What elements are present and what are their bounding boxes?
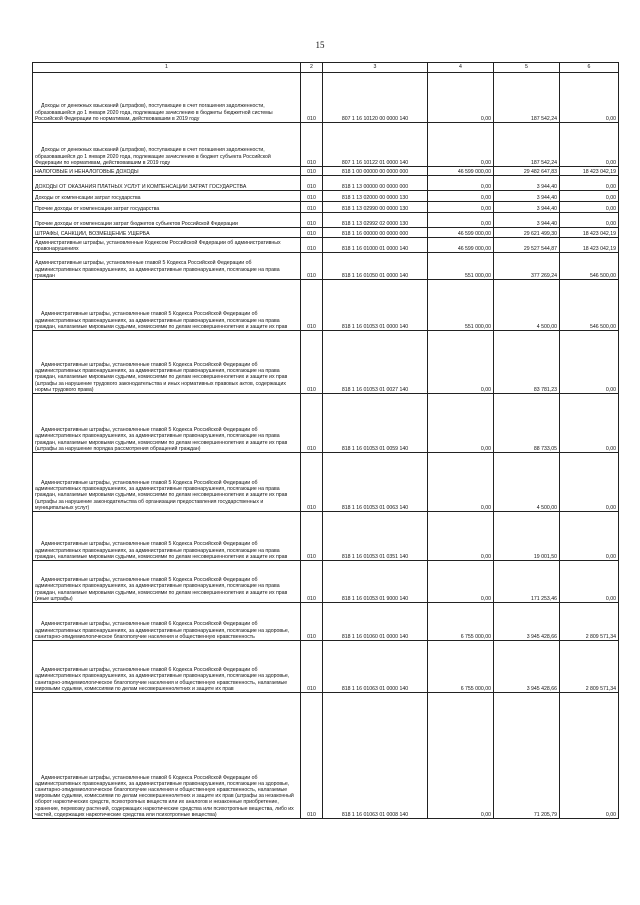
row-line-code: 010	[301, 280, 323, 331]
row-col5-value: 71 205,79	[494, 693, 560, 819]
table-row	[33, 331, 619, 394]
row-col4-value: 0,00	[428, 191, 494, 202]
row-name: Доходы от компенсации затрат государства	[33, 191, 301, 202]
table-row	[33, 176, 619, 191]
row-line-code: 010	[301, 253, 323, 280]
row-budget-code: 818 1 16 01060 01 0000 140	[323, 603, 428, 641]
row-name: Административные штрафы, установленные главой 5 Кодекса Российской Федерации об административных правонарушениях, за административные правонарушения, посягающие на права граждан, налагаемые мировыми судьями, комиссиями по делам несовершеннолетних и защите их прав (штрафы за нарушение законодательства об организации предоставления государственных и муниципальных услуг)	[33, 453, 301, 512]
header-row	[33, 63, 619, 73]
row-name: Доходы от денежных взысканий (штрафов), поступающие в счет погашения задолженности, образовавшейся до 1 января 2020 года, подлежащие зачислению в бюджет субъекта Российской Федерации по нормативам, действовавшим в 2019 году	[33, 123, 301, 167]
row-line-code: 010	[301, 202, 323, 213]
row-col4-value: 0,00	[428, 123, 494, 167]
row-line-code: 010	[301, 331, 323, 394]
row-col6-value: 0,00	[560, 561, 619, 603]
row-name: НАЛОГОВЫЕ И НЕНАЛОГОВЫЕ ДОХОДЫ	[33, 167, 301, 176]
row-col4-value: 6 755 000,00	[428, 603, 494, 641]
row-name: Доходы от денежных взысканий (штрафов), поступающие в счет погашения задолженности, образовавшейся до 1 января 2020 года, подлежащие зачислению в бюджеты бюджетной системы Российской Федерации по нормативам, действовавшим в 2019 году	[33, 73, 301, 123]
row-col6-value: 0,00	[560, 123, 619, 167]
row-col6-value: 0,00	[560, 73, 619, 123]
row-line-code: 010	[301, 603, 323, 641]
row-col6-value: 2 809 571,34	[560, 603, 619, 641]
row-col6-value: 0,00	[560, 394, 619, 453]
table-row	[33, 167, 619, 176]
row-col5-value: 3 945 428,66	[494, 641, 560, 693]
row-name: Административные штрафы, установленные главой 5 Кодекса Российской Федерации об административных правонарушениях, за административные правонарушения, посягающие на права граждан, налагаемые мировыми судьями, комиссиями по делам несовершеннолетних и защите их прав (штрафы за нарушение трудового законодательства и иных нормативных правовых актов, содержащих нормы трудового права)	[33, 331, 301, 394]
row-col5-value: 187 542,24	[494, 73, 560, 123]
row-budget-code: 818 1 00 00000 00 0000 000	[323, 167, 428, 176]
row-col5-value: 83 781,23	[494, 331, 560, 394]
revenue-table	[32, 62, 619, 819]
row-col5-value: 377 269,24	[494, 253, 560, 280]
row-col6-value: 546 500,00	[560, 280, 619, 331]
row-line-code: 010	[301, 123, 323, 167]
row-col6-value: 0,00	[560, 213, 619, 228]
table-row	[33, 228, 619, 238]
page-number: 15	[315, 40, 325, 50]
row-col5-value: 171 253,46	[494, 561, 560, 603]
row-line-code: 010	[301, 213, 323, 228]
row-col4-value: 0,00	[428, 176, 494, 191]
column-header: 6	[560, 63, 619, 73]
row-line-code: 010	[301, 167, 323, 176]
row-name: Административные штрафы, установленные главой 6 Кодекса Российской Федерации об административных правонарушениях, за административные правонарушения, посягающие на здоровье, санитарно-эпидемиологическое благополучие населения и общественную нравственность	[33, 603, 301, 641]
row-budget-code: 818 1 16 01053 01 0000 140	[323, 280, 428, 331]
row-line-code: 010	[301, 394, 323, 453]
table-row	[33, 693, 619, 819]
row-col4-value: 0,00	[428, 331, 494, 394]
column-header: 2	[301, 63, 323, 73]
row-name: Административные штрафы, установленные главой 6 Кодекса Российской Федерации об административных правонарушениях, за административные правонарушения, посягающие на здоровье, санитарно-эпидемиологическое благополучие населения и общественную нравственность, налагаемые мировыми судьями, комиссиями по делам несовершеннолетних и защите их прав (штрафы за незаконный оборот наркотических средств, психотропных веществ или их аналогов и незаконные приобретение, хранение, перевозку растений, содержащих наркотические средства или психотропные вещества, либо их частей, содержащих наркотические средства или психотропные вещества)	[33, 693, 301, 819]
row-budget-code: 807 1 16 10122 01 0000 140	[323, 123, 428, 167]
row-budget-code: 818 1 13 00000 00 0000 000	[323, 176, 428, 191]
row-col4-value: 551 000,00	[428, 280, 494, 331]
column-header: 3	[323, 63, 428, 73]
column-header: 4	[428, 63, 494, 73]
table-row	[33, 512, 619, 561]
table-row	[33, 213, 619, 228]
row-col4-value: 0,00	[428, 693, 494, 819]
table-row	[33, 191, 619, 202]
row-col6-value: 0,00	[560, 693, 619, 819]
row-budget-code: 818 1 13 02000 00 0000 130	[323, 191, 428, 202]
table-row	[33, 202, 619, 213]
row-name: Административные штрафы, установленные главой 5 Кодекса Российской Федерации об административных правонарушениях, за административные правонарушения, посягающие на права граждан, налагаемые мировыми судьями, комиссиями по делам несовершеннолетних и защите их прав (штрафы за нарушение порядка рассмотрения обращений граждан)	[33, 394, 301, 453]
table-row	[33, 603, 619, 641]
row-col5-value: 3 945 428,66	[494, 603, 560, 641]
row-line-code: 010	[301, 73, 323, 123]
row-col5-value: 3 944,40	[494, 176, 560, 191]
table-row	[33, 280, 619, 331]
row-col5-value: 3 944,40	[494, 202, 560, 213]
row-budget-code: 818 1 13 02990 00 0000 130	[323, 202, 428, 213]
row-col4-value: 0,00	[428, 561, 494, 603]
table-row	[33, 73, 619, 123]
row-budget-code: 818 1 16 01053 01 0059 140	[323, 394, 428, 453]
row-budget-code: 818 1 16 01063 01 0000 140	[323, 641, 428, 693]
row-budget-code: 818 1 16 01000 01 0000 140	[323, 238, 428, 253]
row-col4-value: 46 599 000,00	[428, 228, 494, 238]
row-budget-code: 818 1 16 01053 01 0063 140	[323, 453, 428, 512]
row-col6-value: 0,00	[560, 202, 619, 213]
row-budget-code: 818 1 13 02992 02 0000 130	[323, 213, 428, 228]
row-name: Административные штрафы, установленные главой 5 Кодекса Российской Федерации об административных правонарушениях, за административные правонарушения, посягающие на права граждан	[33, 253, 301, 280]
row-col6-value: 0,00	[560, 331, 619, 394]
row-name: ДОХОДЫ ОТ ОКАЗАНИЯ ПЛАТНЫХ УСЛУГ И КОМПЕНСАЦИИ ЗАТРАТ ГОСУДАРСТВА	[33, 176, 301, 191]
row-line-code: 010	[301, 561, 323, 603]
row-col4-value: 6 755 000,00	[428, 641, 494, 693]
row-col5-value: 29 621 499,30	[494, 228, 560, 238]
row-col5-value: 187 542,24	[494, 123, 560, 167]
row-name: Административные штрафы, установленные главой 5 Кодекса Российской Федерации об административных правонарушениях, за административные правонарушения, посягающие на права граждан, налагаемые мировыми судьями, комиссиями по делам несовершеннолетних и защите их прав	[33, 512, 301, 561]
row-col4-value: 46 599 000,00	[428, 167, 494, 176]
table-row	[33, 641, 619, 693]
row-col6-value: 18 423 042,19	[560, 228, 619, 238]
row-col5-value: 88 733,05	[494, 394, 560, 453]
row-col5-value: 3 944,40	[494, 191, 560, 202]
row-name: Административные штрафы, установленные главой 5 Кодекса Российской Федерации об административных правонарушениях, за административные правонарушения, посягающие на права граждан, налагаемые мировыми судьями, комиссиями по делам несовершеннолетних и защите их прав	[33, 280, 301, 331]
row-line-code: 010	[301, 191, 323, 202]
row-col4-value: 0,00	[428, 73, 494, 123]
row-line-code: 010	[301, 228, 323, 238]
row-name: Административные штрафы, установленные главой 6 Кодекса Российской Федерации об административных правонарушениях, за административные правонарушения, посягающие на здоровье, санитарно-эпидемиологическое благополучие населения и общественную нравственность, налагаемые мировыми судьями, комиссиями по делам несовершеннолетних и защите их прав	[33, 641, 301, 693]
row-budget-code: 818 1 16 01050 01 0000 140	[323, 253, 428, 280]
row-col6-value: 0,00	[560, 176, 619, 191]
row-col4-value: 0,00	[428, 394, 494, 453]
row-name: Административные штрафы, установленные главой 5 Кодекса Российской Федерации об административных правонарушениях, за административные правонарушения, посягающие на права граждан, налагаемые мировыми судьями, комиссиями по делам несовершеннолетних и защите их прав (иные штрафы)	[33, 561, 301, 603]
table-row	[33, 561, 619, 603]
row-col4-value: 0,00	[428, 202, 494, 213]
row-name: Прочие доходы от компенсации затрат бюджетов субъектов Российской Федерации	[33, 213, 301, 228]
row-budget-code: 818 1 16 01063 01 0008 140	[323, 693, 428, 819]
table-row	[33, 253, 619, 280]
row-line-code: 010	[301, 238, 323, 253]
table-row	[33, 453, 619, 512]
row-col4-value: 0,00	[428, 512, 494, 561]
table-row	[33, 238, 619, 253]
row-budget-code: 818 1 16 01053 01 9000 140	[323, 561, 428, 603]
row-col4-value: 0,00	[428, 453, 494, 512]
row-col6-value: 546 500,00	[560, 253, 619, 280]
row-col5-value: 29 482 647,83	[494, 167, 560, 176]
row-col5-value: 3 944,40	[494, 213, 560, 228]
table-row	[33, 394, 619, 453]
row-budget-code: 818 1 16 00000 00 0000 000	[323, 228, 428, 238]
row-col6-value: 0,00	[560, 512, 619, 561]
row-budget-code: 818 1 16 01053 01 0027 140	[323, 331, 428, 394]
row-col6-value: 0,00	[560, 453, 619, 512]
row-col4-value: 46 599 000,00	[428, 238, 494, 253]
row-col6-value: 0,00	[560, 191, 619, 202]
row-name: ШТРАФЫ, САНКЦИИ, ВОЗМЕЩЕНИЕ УЩЕРБА	[33, 228, 301, 238]
row-line-code: 010	[301, 453, 323, 512]
row-col5-value: 4 500,00	[494, 280, 560, 331]
row-budget-code: 818 1 16 01053 01 0351 140	[323, 512, 428, 561]
column-header: 1	[33, 63, 301, 73]
row-col6-value: 18 423 042,19	[560, 167, 619, 176]
table-row	[33, 123, 619, 167]
row-name: Административные штрафы, установленные Кодексом Российской Федерации об административных правонарушениях	[33, 238, 301, 253]
row-col5-value: 4 500,00	[494, 453, 560, 512]
row-col6-value: 2 809 571,34	[560, 641, 619, 693]
row-line-code: 010	[301, 641, 323, 693]
row-col5-value: 19 001,50	[494, 512, 560, 561]
row-line-code: 010	[301, 176, 323, 191]
row-col4-value: 0,00	[428, 213, 494, 228]
row-name: Прочие доходы от компенсации затрат государства	[33, 202, 301, 213]
row-line-code: 010	[301, 693, 323, 819]
row-col5-value: 29 527 544,87	[494, 238, 560, 253]
row-col6-value: 18 423 042,19	[560, 238, 619, 253]
column-header: 5	[494, 63, 560, 73]
row-line-code: 010	[301, 512, 323, 561]
row-col4-value: 551 000,00	[428, 253, 494, 280]
row-budget-code: 807 1 16 10120 00 0000 140	[323, 73, 428, 123]
